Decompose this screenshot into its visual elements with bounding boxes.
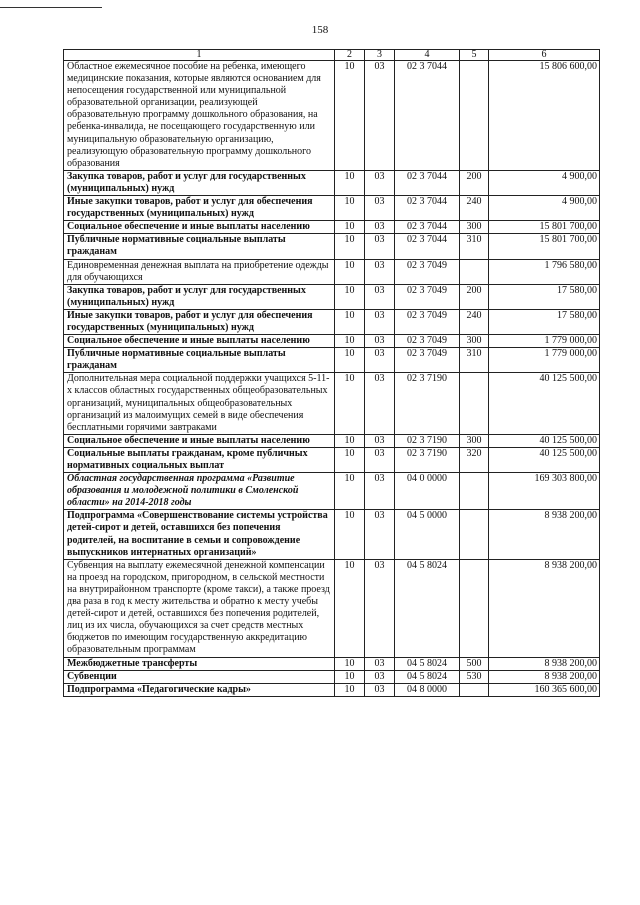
section-code-cell: 10 [335,559,365,657]
subsection-code-cell: 03 [365,196,395,221]
section-code-cell: 10 [335,221,365,234]
subsection-code-cell: 03 [365,434,395,447]
expense-type-cell [460,373,489,434]
section-code-cell: 10 [335,447,365,472]
row-name-cell: Областное ежемесячное пособие на ребенка, имеющего медицинские показания, которые являются основанием для непосещения государственной или муниципальной образовательной организации, реализующей образовательную программу дошкольного образования, на ребенка-инвалида, не посещающего государственную или муниципальную образовательную организацию, реализующую образовательную программу дошкольного образования [64,61,335,171]
target-article-cell: 02 3 7049 [395,348,460,373]
section-code-cell: 10 [335,61,365,171]
row-name-cell: Социальные выплаты гражданам, кроме публичных нормативных социальных выплат [64,447,335,472]
section-code-cell: 10 [335,434,365,447]
amount-cell: 15 801 700,00 [489,234,600,259]
target-article-cell: 02 3 7044 [395,221,460,234]
table-row [64,670,600,683]
subsection-code-cell: 03 [365,234,395,259]
subsection-code-cell: 03 [365,559,395,657]
row-name-cell: Иные закупки товаров, работ и услуг для обеспечения государственных (муниципальных) нужд [64,309,335,334]
row-name-cell: Социальное обеспечение и иные выплаты населению [64,335,335,348]
subsection-code-cell: 03 [365,683,395,696]
row-name-cell: Публичные нормативные социальные выплаты гражданам [64,234,335,259]
table-row [64,559,600,657]
target-article-cell: 02 3 7044 [395,234,460,259]
expense-type-cell: 300 [460,434,489,447]
expense-type-cell: 500 [460,657,489,670]
expense-type-cell [460,473,489,510]
section-code-cell: 10 [335,348,365,373]
amount-cell: 40 125 500,00 [489,447,600,472]
table-row [64,61,600,171]
target-article-cell: 04 0 0000 [395,473,460,510]
target-article-cell: 02 3 7049 [395,259,460,284]
expense-type-cell: 310 [460,348,489,373]
expense-type-cell: 240 [460,309,489,334]
target-article-cell: 04 5 0000 [395,510,460,559]
subsection-code-cell: 03 [365,447,395,472]
section-code-cell: 10 [335,683,365,696]
amount-cell: 169 303 800,00 [489,473,600,510]
table-row [64,309,600,334]
amount-cell: 4 900,00 [489,196,600,221]
section-code-cell: 10 [335,373,365,434]
expense-type-cell: 200 [460,284,489,309]
section-code-cell: 10 [335,670,365,683]
amount-cell: 160 365 600,00 [489,683,600,696]
table-row [64,348,600,373]
table-row [64,434,600,447]
row-name-cell: Иные закупки товаров, работ и услуг для обеспечения государственных (муниципальных) нужд [64,196,335,221]
row-name-cell: Подпрограмма «Педагогические кадры» [64,683,335,696]
expense-type-cell: 200 [460,170,489,195]
header-row [64,50,600,61]
expense-type-cell [460,559,489,657]
table-row [64,510,600,559]
target-article-cell: 04 5 8024 [395,559,460,657]
table-row [64,196,600,221]
amount-cell: 4 900,00 [489,170,600,195]
expense-type-cell [460,61,489,171]
subsection-code-cell: 03 [365,657,395,670]
amount-cell: 1 779 000,00 [489,348,600,373]
subsection-code-cell: 03 [365,670,395,683]
amount-cell: 15 801 700,00 [489,221,600,234]
amount-cell: 8 938 200,00 [489,510,600,559]
subsection-code-cell: 03 [365,61,395,171]
target-article-cell: 02 3 7044 [395,61,460,171]
target-article-cell: 04 5 8024 [395,670,460,683]
section-code-cell: 10 [335,170,365,195]
section-code-cell: 10 [335,234,365,259]
table-row [64,447,600,472]
header-cell: 6 [489,50,600,61]
section-code-cell: 10 [335,335,365,348]
target-article-cell: 02 3 7049 [395,335,460,348]
header-cell: 1 [64,50,335,61]
target-article-cell: 02 3 7190 [395,447,460,472]
table-row [64,234,600,259]
amount-cell: 15 806 600,00 [489,61,600,171]
target-article-cell: 02 3 7049 [395,309,460,334]
row-name-cell: Областная государственная программа «Развитие образования и молодежной политики в Смоленской области» на 2014-2018 годы [64,473,335,510]
header-cell: 5 [460,50,489,61]
subsection-code-cell: 03 [365,373,395,434]
section-code-cell: 10 [335,510,365,559]
target-article-cell: 02 3 7049 [395,284,460,309]
table-row [64,170,600,195]
amount-cell: 8 938 200,00 [489,670,600,683]
table-row [64,259,600,284]
section-code-cell: 10 [335,284,365,309]
target-article-cell: 02 3 7044 [395,170,460,195]
table-row [64,221,600,234]
row-name-cell: Закупка товаров, работ и услуг для государственных (муниципальных) нужд [64,170,335,195]
row-name-cell: Субвенция на выплату ежемесячной денежной компенсации на проезд на городском, пригородном, в сельской местности на внутрирайонном транспорте (кроме такси), а также проезд два раза в год к месту жительства и обратно к месту учебы детей-сирот и детей, оставшихся без попечения родителей, лиц из их числа, обучающихся за счет средств местных бюджетов по имеющим государственную аккредитацию образовательным программам [64,559,335,657]
subsection-code-cell: 03 [365,170,395,195]
amount-cell: 8 938 200,00 [489,559,600,657]
section-code-cell: 10 [335,309,365,334]
amount-cell: 1 796 580,00 [489,259,600,284]
subsection-code-cell: 03 [365,473,395,510]
page-number: 158 [311,24,329,36]
target-article-cell: 02 3 7190 [395,434,460,447]
header-cell: 3 [365,50,395,61]
amount-cell: 40 125 500,00 [489,373,600,434]
expense-type-cell [460,510,489,559]
table-row [64,657,600,670]
table-row [64,473,600,510]
target-article-cell: 02 3 7190 [395,373,460,434]
amount-cell: 8 938 200,00 [489,657,600,670]
header-cell: 4 [395,50,460,61]
row-name-cell: Межбюджетные трансферты [64,657,335,670]
expense-type-cell: 240 [460,196,489,221]
target-article-cell: 04 8 0000 [395,683,460,696]
table-row [64,335,600,348]
amount-cell: 17 580,00 [489,284,600,309]
subsection-code-cell: 03 [365,284,395,309]
row-name-cell: Социальное обеспечение и иные выплаты населению [64,221,335,234]
budget-table [63,49,600,697]
expense-type-cell: 320 [460,447,489,472]
expense-type-cell [460,683,489,696]
amount-cell: 17 580,00 [489,309,600,334]
header-cell: 2 [335,50,365,61]
subsection-code-cell: 03 [365,335,395,348]
section-code-cell: 10 [335,657,365,670]
expense-type-cell: 300 [460,221,489,234]
row-name-cell: Подпрограмма «Совершенствование системы устройства детей-сирот и детей, оставшихся без попечения родителей, на воспитание в семьи и сопровождение выпускников интернатных организаций» [64,510,335,559]
subsection-code-cell: 03 [365,510,395,559]
row-name-cell: Социальное обеспечение и иные выплаты населению [64,434,335,447]
amount-cell: 1 779 000,00 [489,335,600,348]
section-code-cell: 10 [335,196,365,221]
section-code-cell: 10 [335,473,365,510]
row-name-cell: Единовременная денежная выплата на приобретение одежды для обучающихся [64,259,335,284]
amount-cell: 40 125 500,00 [489,434,600,447]
row-name-cell: Публичные нормативные социальные выплаты гражданам [64,348,335,373]
subsection-code-cell: 03 [365,348,395,373]
expense-type-cell: 530 [460,670,489,683]
table-row [64,683,600,696]
expense-type-cell: 310 [460,234,489,259]
expense-type-cell: 300 [460,335,489,348]
expense-type-cell [460,259,489,284]
row-name-cell: Дополнительная мера социальной поддержки учащихся 5-11-х классов областных государственных общеобразовательных организаций, муниципальных общеобразовательных организаций из малоимущих семей в виде обеспечения бесплатными горячими завтраками [64,373,335,434]
table-row [64,284,600,309]
subsection-code-cell: 03 [365,259,395,284]
target-article-cell: 04 5 8024 [395,657,460,670]
subsection-code-cell: 03 [365,221,395,234]
target-article-cell: 02 3 7044 [395,196,460,221]
table-row [64,373,600,434]
top-rule [0,7,102,8]
row-name-cell: Субвенции [64,670,335,683]
subsection-code-cell: 03 [365,309,395,334]
row-name-cell: Закупка товаров, работ и услуг для государственных (муниципальных) нужд [64,284,335,309]
section-code-cell: 10 [335,259,365,284]
